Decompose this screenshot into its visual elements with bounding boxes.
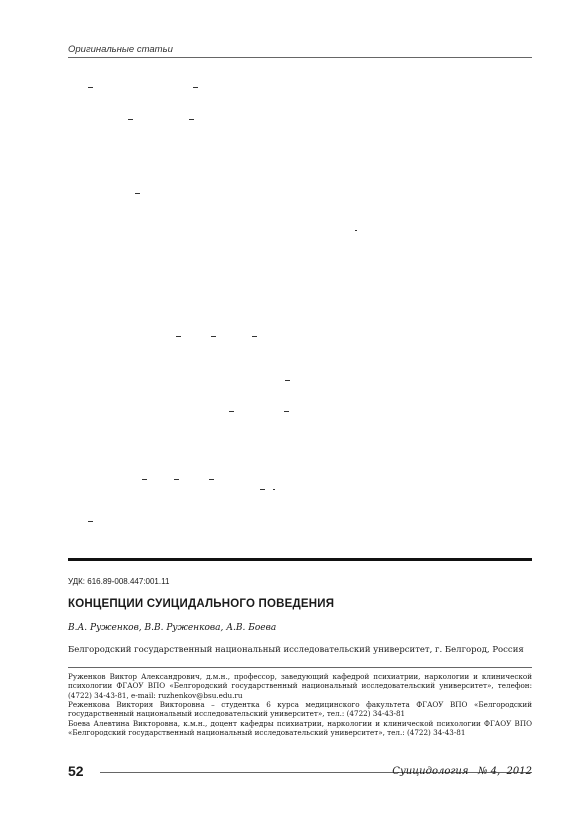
dash-mark bbox=[176, 336, 181, 337]
author-info-block bbox=[68, 672, 532, 738]
author-info-item: Боева Алевтина Викторовна, к.м.н., доцент кафедры психиатрии, наркологии и клинической психологии ФГАОУ ВПО «Белгородский государственный национальный исследовательский университет», тел.: (4722) 34-43-81 bbox=[68, 718, 532, 738]
article-authors: В.А. Руженков, В.В. Руженкова, А.В. Боева bbox=[68, 623, 277, 633]
dash-mark bbox=[252, 336, 257, 337]
dash-mark bbox=[260, 489, 265, 490]
dash-mark bbox=[193, 87, 198, 88]
dash-mark bbox=[273, 489, 275, 490]
dash-mark bbox=[285, 380, 290, 381]
dash-mark bbox=[355, 230, 357, 231]
author-info-item: Руженков Виктор Александрович, д.м.н., профессор, заведующий кафедрой психиатрии, наркологии и клинической психологии ФГАОУ ВПО «Белгородский государственный национальный исследовательский университет», телефон: (4722) 34-43-81, e-mail: ruzhenkov@bsu.edu.ru bbox=[68, 672, 532, 700]
author-info-item: Реженкова Виктория Викторовна – студентка 6 курса медицинского факультета ФГАОУ ВПО «Белгородский государственный национальный исследовательский университет», тел.: (4722) 34-43-81 bbox=[68, 700, 532, 719]
dash-mark bbox=[88, 521, 93, 522]
header-rule bbox=[68, 57, 532, 58]
dash-mark bbox=[88, 87, 93, 88]
dash-mark bbox=[284, 411, 289, 412]
dash-mark bbox=[209, 479, 214, 480]
dash-mark bbox=[211, 336, 216, 337]
dash-mark bbox=[229, 411, 234, 412]
udc-code: УДК: 616.89-008.447:001.11 bbox=[68, 577, 170, 586]
section-label: Оригинальные статьи bbox=[68, 44, 173, 55]
dash-mark bbox=[135, 193, 140, 194]
dash-mark bbox=[128, 119, 133, 120]
dash-mark bbox=[174, 479, 179, 480]
dash-mark bbox=[189, 119, 194, 120]
journal-info: Суицидология № 4, 2012 bbox=[392, 766, 532, 777]
info-divider bbox=[68, 667, 532, 668]
dash-mark bbox=[142, 479, 147, 480]
page-number: 52 bbox=[68, 763, 84, 779]
article-affiliation: Белгородский государственный национальный исследовательский университет, г. Белгород, Россия bbox=[68, 645, 524, 655]
article-title: КОНЦЕПЦИИ СУИЦИДАЛЬНОГО ПОВЕДЕНИЯ bbox=[68, 598, 335, 610]
section-divider bbox=[68, 558, 532, 561]
